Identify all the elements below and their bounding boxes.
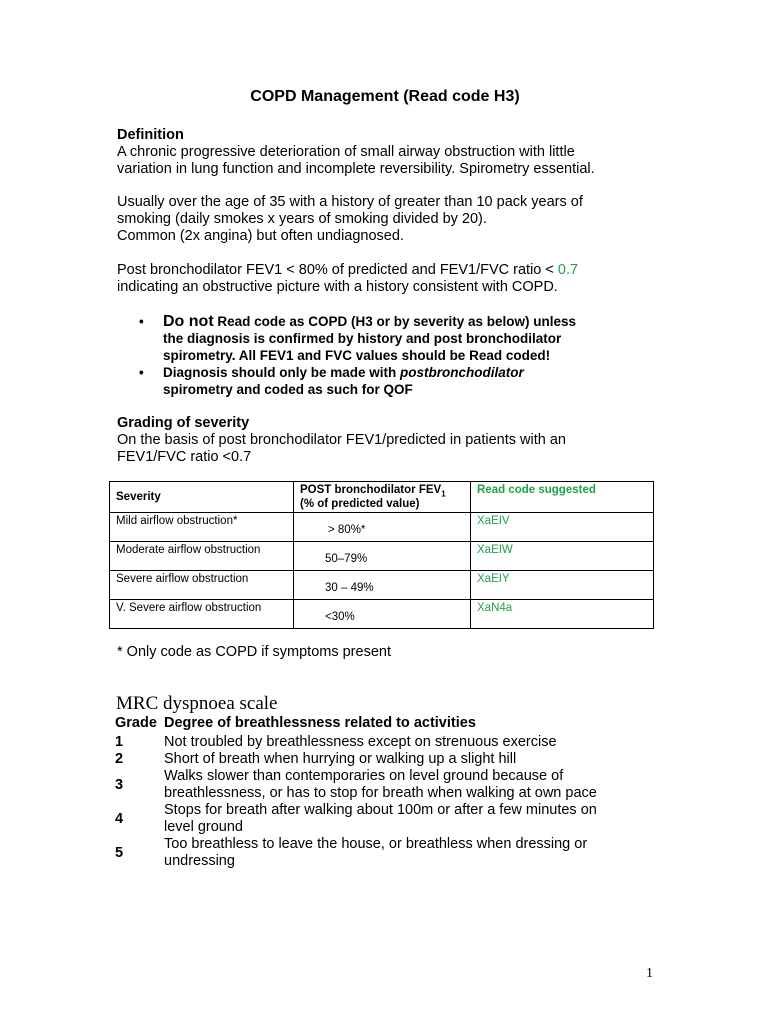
- table-header-row: [110, 482, 654, 513]
- header-fev-text: POST bronchodilator FEV: [300, 484, 442, 496]
- table-row: [110, 513, 654, 542]
- severity-table: [109, 481, 654, 629]
- bullet-text: spirometry. All FEV1 and FVC values should be Read coded!: [163, 348, 551, 363]
- mrc-header-grade: Grade: [115, 715, 157, 731]
- history-line-2: smoking (daily smokes x years of smoking divided by 20).: [117, 211, 487, 227]
- bullet-text: Read code as COPD (H3 or by severity as below) unless: [213, 314, 577, 329]
- severity-cell: V. Severe airflow obstruction: [110, 600, 294, 629]
- header-fev: [294, 482, 471, 513]
- table-row: [110, 542, 654, 571]
- grading-line-2: FEV1/FVC ratio <0.7: [117, 449, 252, 465]
- list-item: [115, 802, 655, 836]
- list-item: [115, 768, 655, 802]
- read-code-cell: XaEIV: [471, 513, 654, 542]
- mrc-desc-line: undressing: [164, 853, 235, 869]
- mrc-desc: Short of breath when hurrying or walking up a slight hill: [164, 751, 517, 767]
- definition-line-2: variation in lung function and incomplete reversibility. Spirometry essential.: [117, 161, 595, 177]
- fev-cell: [294, 513, 471, 542]
- bullet-item: [135, 313, 655, 364]
- mrc-grade: 3: [115, 776, 124, 793]
- header-severity: Severity: [110, 482, 294, 513]
- header-fev-unit: (% of predicted value): [300, 498, 420, 511]
- mrc-header-desc: Degree of breathlessness related to activities: [164, 715, 476, 731]
- mrc-grade: 4: [115, 810, 124, 827]
- mrc-scale-list: [115, 715, 655, 870]
- criteria-ratio-value: 0.7: [557, 262, 579, 278]
- severity-cell: Moderate airflow obstruction: [110, 542, 294, 571]
- bullet-text: Diagnosis should only be made with: [163, 365, 401, 380]
- table-row: [110, 571, 654, 600]
- bullet-dot-icon: •: [139, 314, 144, 329]
- fev-value: <30%: [325, 611, 355, 624]
- warning-bullets: [135, 313, 655, 398]
- mrc-desc-line: breathlessness, or has to stop for breath when walking at own pace: [164, 785, 597, 801]
- list-item: [115, 734, 655, 751]
- bullet-lead: Do not: [163, 313, 214, 330]
- bullet-emphasis: postbronchodilator: [400, 365, 524, 380]
- bullet-dot-icon: •: [139, 365, 144, 380]
- mrc-desc-line: Too breathless to leave the house, or breathless when dressing or: [164, 836, 588, 852]
- header-fev-subscript: 1: [441, 489, 446, 499]
- criteria-line-1: [117, 262, 578, 279]
- severity-cell: Mild airflow obstruction*: [110, 513, 294, 542]
- grading-heading: Grading of severity: [117, 415, 250, 431]
- mrc-grade: 5: [115, 844, 124, 861]
- mrc-desc-line: Stops for breath after walking about 100m or after a few minutes on: [164, 802, 597, 818]
- mrc-desc-line: level ground: [164, 819, 243, 835]
- list-item: [115, 836, 655, 870]
- fev-value: 30 – 49%: [325, 582, 374, 595]
- mrc-grade: 2: [115, 751, 124, 767]
- page-number: 1: [646, 966, 653, 981]
- history-line-3: Common (2x angina) but often undiagnosed.: [117, 228, 404, 244]
- read-code-cell: XaEIW: [471, 542, 654, 571]
- table-row: [110, 600, 654, 629]
- mrc-desc-line: Walks slower than contemporaries on level ground because of: [164, 768, 564, 784]
- fev-value: 50–79%: [325, 553, 368, 566]
- mrc-grade: 1: [115, 734, 124, 750]
- mrc-desc: Not troubled by breathlessness except on strenuous exercise: [164, 734, 557, 750]
- list-item: [115, 751, 655, 768]
- definition-line-1: A chronic progressive deterioration of small airway obstruction with little: [117, 144, 575, 160]
- criteria-line-2: indicating an obstructive picture with a history consistent with COPD.: [117, 279, 558, 295]
- mrc-header-row: [115, 715, 655, 732]
- definition-heading: Definition: [117, 127, 184, 143]
- mrc-desc: [164, 836, 655, 870]
- criteria-text: Post bronchodilator FEV1 < 80% of predicted and FEV1/FVC ratio <: [117, 262, 558, 278]
- mrc-desc: [164, 768, 655, 802]
- header-read-code: Read code suggested: [471, 482, 654, 513]
- read-code-cell: XaEIY: [471, 571, 654, 600]
- bullet-text: the diagnosis is confirmed by history and post bronchodilator: [163, 331, 562, 346]
- read-code-cell: XaN4a: [471, 600, 654, 629]
- history-line-1: Usually over the age of 35 with a history of greater than 10 pack years of: [117, 194, 583, 210]
- fev-cell: [294, 571, 471, 600]
- mrc-desc: [164, 802, 655, 836]
- bullet-item: [135, 364, 655, 398]
- grading-line-1: On the basis of post bronchodilator FEV1/predicted in patients with an: [117, 432, 566, 448]
- mrc-title: MRC dyspnoea scale: [116, 693, 278, 714]
- severity-cell: Severe airflow obstruction: [110, 571, 294, 600]
- fev-cell: [294, 542, 471, 571]
- fev-value: > 80%*: [328, 524, 366, 537]
- page-title: COPD Management (Read code H3): [250, 88, 520, 105]
- footnote: * Only code as COPD if symptoms present: [117, 644, 391, 660]
- fev-cell: [294, 600, 471, 629]
- bullet-text: spirometry and coded as such for QOF: [163, 382, 413, 397]
